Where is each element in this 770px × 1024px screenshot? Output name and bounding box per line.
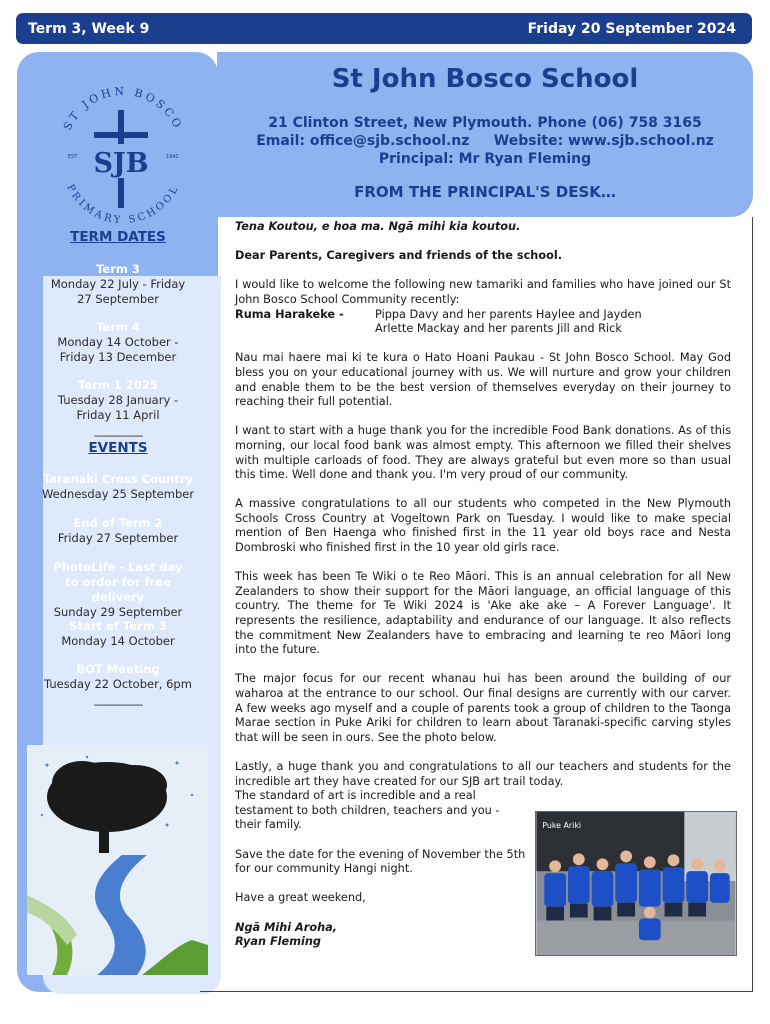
- section-title: FROM THE PRINCIPAL'S DESK…: [354, 183, 616, 201]
- greeting: Tena Koutou, e hoa ma. Ngā mihi kia koutou.: [235, 220, 521, 233]
- divider: __________: [94, 692, 142, 706]
- term-week-label: Term 3, Week 9: [28, 20, 150, 37]
- event-date: Tuesday 22 October, 6pm: [44, 677, 192, 691]
- term-dates-value: Tuesday 28 January - Friday 11 April: [57, 393, 179, 422]
- signoff: Ngā Mihi Aroha,: [235, 920, 338, 934]
- term-label: Term 4: [96, 320, 140, 334]
- event-date: Sunday 29 September: [53, 605, 183, 619]
- paragraph: Save the date for the evening of November the 5th for our community Hangi night.: [235, 847, 526, 876]
- school-logo: [48, 80, 198, 230]
- term-dates-value: Monday 22 July - Friday 27 September: [50, 277, 186, 306]
- top-banner: [16, 13, 752, 44]
- photo-sign-text: Puke Ariki: [542, 820, 582, 830]
- welcome-text: I would like to welcome the following new tamariki and families who have joined our St John Bosco School Community recently:: [235, 278, 731, 306]
- issue-date: Friday 20 September 2024: [527, 20, 736, 37]
- event-item: [18, 516, 218, 546]
- paragraph: The standard of art is incredible and a real testament to both children, teachers and you - their family.: [235, 789, 500, 832]
- masthead: [217, 52, 753, 217]
- events-section: [18, 441, 218, 456]
- event-item: [18, 472, 218, 502]
- event-date: Wednesday 25 September: [41, 487, 195, 501]
- event-date: Monday 14 October: [61, 634, 175, 648]
- paragraph: I want to start with a huge thank you for the incredible Food Bank donations. As of this morning, our local food bank was almost empty. This afternoon we filled their shelves with multiple carloads of food. They are always grateful but even more so than usual this time. Well done and thank you. I'm very proud of our community.: [235, 424, 731, 482]
- term-dates-value: Monday 14 October - Friday 13 December: [57, 335, 179, 364]
- term-4: [18, 320, 218, 365]
- term-1-2025: [18, 378, 218, 438]
- event-date: Friday 27 September: [57, 531, 179, 545]
- logo-est: EST: [68, 154, 78, 160]
- signature-name: Ryan Fleming: [235, 935, 321, 949]
- salutation: Dear Parents, Caregivers and friends of the school.: [235, 249, 563, 263]
- term-3: [18, 262, 218, 307]
- school-name: St John Bosco School: [331, 64, 639, 94]
- logo-bottom-arc: PRIMARY SCHOOL: [64, 182, 182, 227]
- paragraph: Have a great weekend,: [235, 891, 366, 905]
- term-dates-section: [18, 230, 218, 245]
- event-label: BOT Meeting: [76, 662, 160, 676]
- new-families-list: [235, 308, 731, 337]
- contact-details: [217, 114, 753, 168]
- class-label: Ruma Harakeke -: [235, 307, 344, 321]
- event-label: PhotoLife - Last day to order for free delivery: [53, 560, 183, 604]
- email-website-line: Email: office@sjb.school.nz Website: www.sjb.school.nz: [256, 133, 714, 149]
- tree-artwork: [27, 745, 208, 975]
- paragraph: This week has been Te Wiki o te Reo Māori. This is an annual celebration for all New Zealanders to show their support for the Māori language, an official language of this country. The theme for Te Wiki 2024 is 'Ake ake ake – A Forever Language'. It represents the resilience, adaptability and endurance of our language. It also reflects the commitment New Zealanders have to embracing and learning te reo Māori long into the future.: [235, 570, 731, 657]
- event-label: Taranaki Cross Country: [42, 472, 194, 486]
- family-line: Arlette Mackay and her parents Jill and Rick: [375, 322, 622, 336]
- principal-line: Principal: Mr Ryan Fleming: [378, 151, 592, 167]
- logo-top-arc: ST JOHN BOSCO: [60, 84, 186, 133]
- term-dates-heading: TERM DATES: [70, 229, 166, 245]
- students-photo: [535, 811, 737, 956]
- events-heading: EVENTS: [88, 440, 148, 456]
- term-label: Term 1 2025: [78, 378, 158, 392]
- logo-initials: SJB: [93, 148, 149, 179]
- paragraph: A massive congratulations to all our students who competed in the New Plymouth Schools Cross Country at Vogeltown Park on Tuesday. I would like to make special mention of Ben Haenga who finished first in the 11 year old boys race and Nesta Dombroski who finished first in the 10 year old girls race.: [235, 497, 731, 555]
- family-line: Pippa Davy and her parents Haylee and Jayden: [375, 307, 642, 321]
- paragraph: Nau mai haere mai ki te kura o Hato Hoani Paukau - St John Bosco School. May God bless you on your educational journey with us. We will nurture and grow your children and enable them to be the best version of themselves everyday on their journey to reaching their full potential.: [235, 351, 731, 409]
- paragraph: Lastly, a huge thank you and congratulations to all our teachers and students for the incredible art they have created for our SJB art trail today.: [235, 759, 731, 788]
- divider: __________: [94, 423, 142, 437]
- event-label: Start of Term 3: [69, 619, 167, 633]
- address-line: 21 Clinton Street, New Plymouth. Phone (06) 758 3165: [268, 115, 702, 131]
- welcome-paragraph: [235, 278, 731, 307]
- term-label: Term 3: [96, 262, 140, 276]
- event-item: [18, 662, 218, 707]
- logo-year: 1942: [166, 154, 179, 160]
- paragraph: The major focus for our recent whanau hui has been around the building of our waharoa at the entrance to our school. Our final designs are currently with our carver. A few weeks ago myself and a couple of parents took a group of children to the Taonga Marae section in Puke Ariki for children to learn about Taranaki-specific carving styles that will be seen in ours. See the photo below.: [235, 672, 731, 744]
- event-label: End of Term 2: [73, 516, 163, 530]
- event-item: [18, 619, 218, 649]
- event-item: [18, 560, 218, 620]
